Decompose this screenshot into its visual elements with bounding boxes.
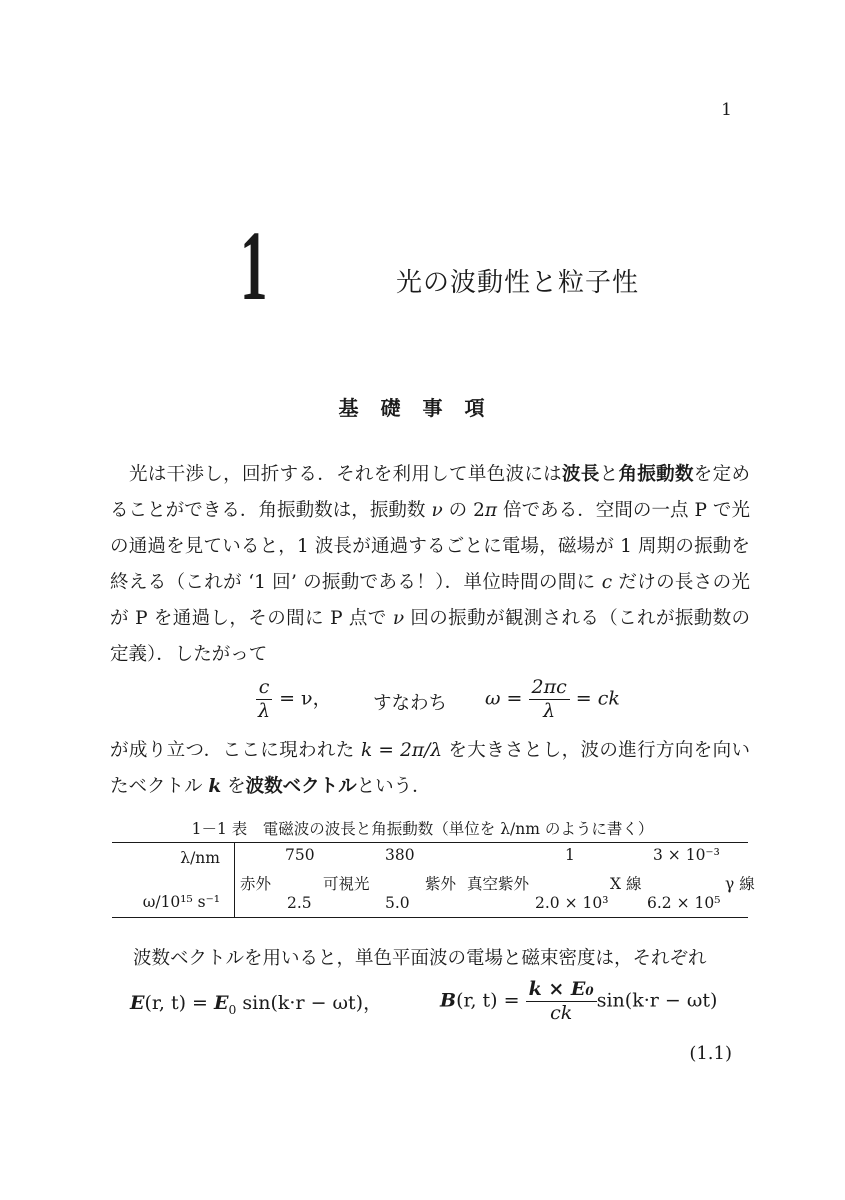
band-label: γ 線 [725,875,755,893]
paragraph-intro: 光は干渉し，回折する．それを利用して単色波には波長と角振動数を定めることができる．角振動数は，振動数 ν の 2π 倍である．空間の一点 P で光の通過を見ていると，1 波長が通過するごとに電場，磁場が 1 周期の振動を終える（これが ‘1 回’ の振動である！）．単位時間の間に c だけの長さの光が P を通過し，その間に P 点で ν 回の振動が観測される（これが振動数の定義）．したがって [110,464,750,665]
equation-number: (1.1) [689,1043,732,1064]
term-wave-vector: 波数ベクトル [245,776,357,797]
row-header-omega: ω/10¹⁵ s⁻¹ [112,891,235,918]
table-row [112,869,748,891]
paragraph-wavevector: が成り立つ．ここに現われた k = 2π/λ を大きさとし，波の進行方向を向いたベクトル k を波数ベクトルという． [110,740,750,797]
chapter-title: 光の波動性と粒子性 [396,268,640,298]
lambda-value: 750 [285,846,315,864]
lambda-value: 3 × 10⁻³ [653,846,720,864]
lambda-value: 1 [565,846,575,864]
em-spectrum-table [112,842,755,918]
table-row [112,843,748,870]
section-title: 基礎事項 [338,396,507,420]
term-angular-frequency: 角振動数 [618,464,694,485]
term-wavelength: 波長 [562,464,600,485]
omega-value: 2.0 × 10³ [535,894,609,912]
omega-value: 6.2 × 10⁵ [647,894,721,912]
band-label: 紫外 [425,875,457,893]
paragraph-plane-wave: 波数ベクトルを用いると，単色平面波の電場と磁束密度は，それぞれ [133,948,707,969]
omega-value: 5.0 [385,894,410,912]
lambda-value: 380 [385,846,415,864]
table-row [112,891,748,918]
row-header-lambda: λ/nm [112,843,235,870]
omega-value: 2.5 [287,894,312,912]
page-number: 1 [721,100,732,120]
band-label: 可視光 [323,875,370,893]
band-label: X 線 [610,875,642,893]
band-label: 赤外 [240,875,272,893]
table-caption: 1－1 表 電磁波の波長と角振動数（単位を λ/nm のように書く） [191,820,654,838]
equation-electric-field: E(r, $t) = E_0$ sin(k·r − ωt)， [130,992,383,1017]
equation-magnetic-field: B(r, t) = $\frac{\text{k × E₀}}{ck}$ sin(k·r − ωt) [440,978,718,1024]
band-label: 真空紫外 [467,875,530,893]
chapter-number: 1 [240,210,268,321]
